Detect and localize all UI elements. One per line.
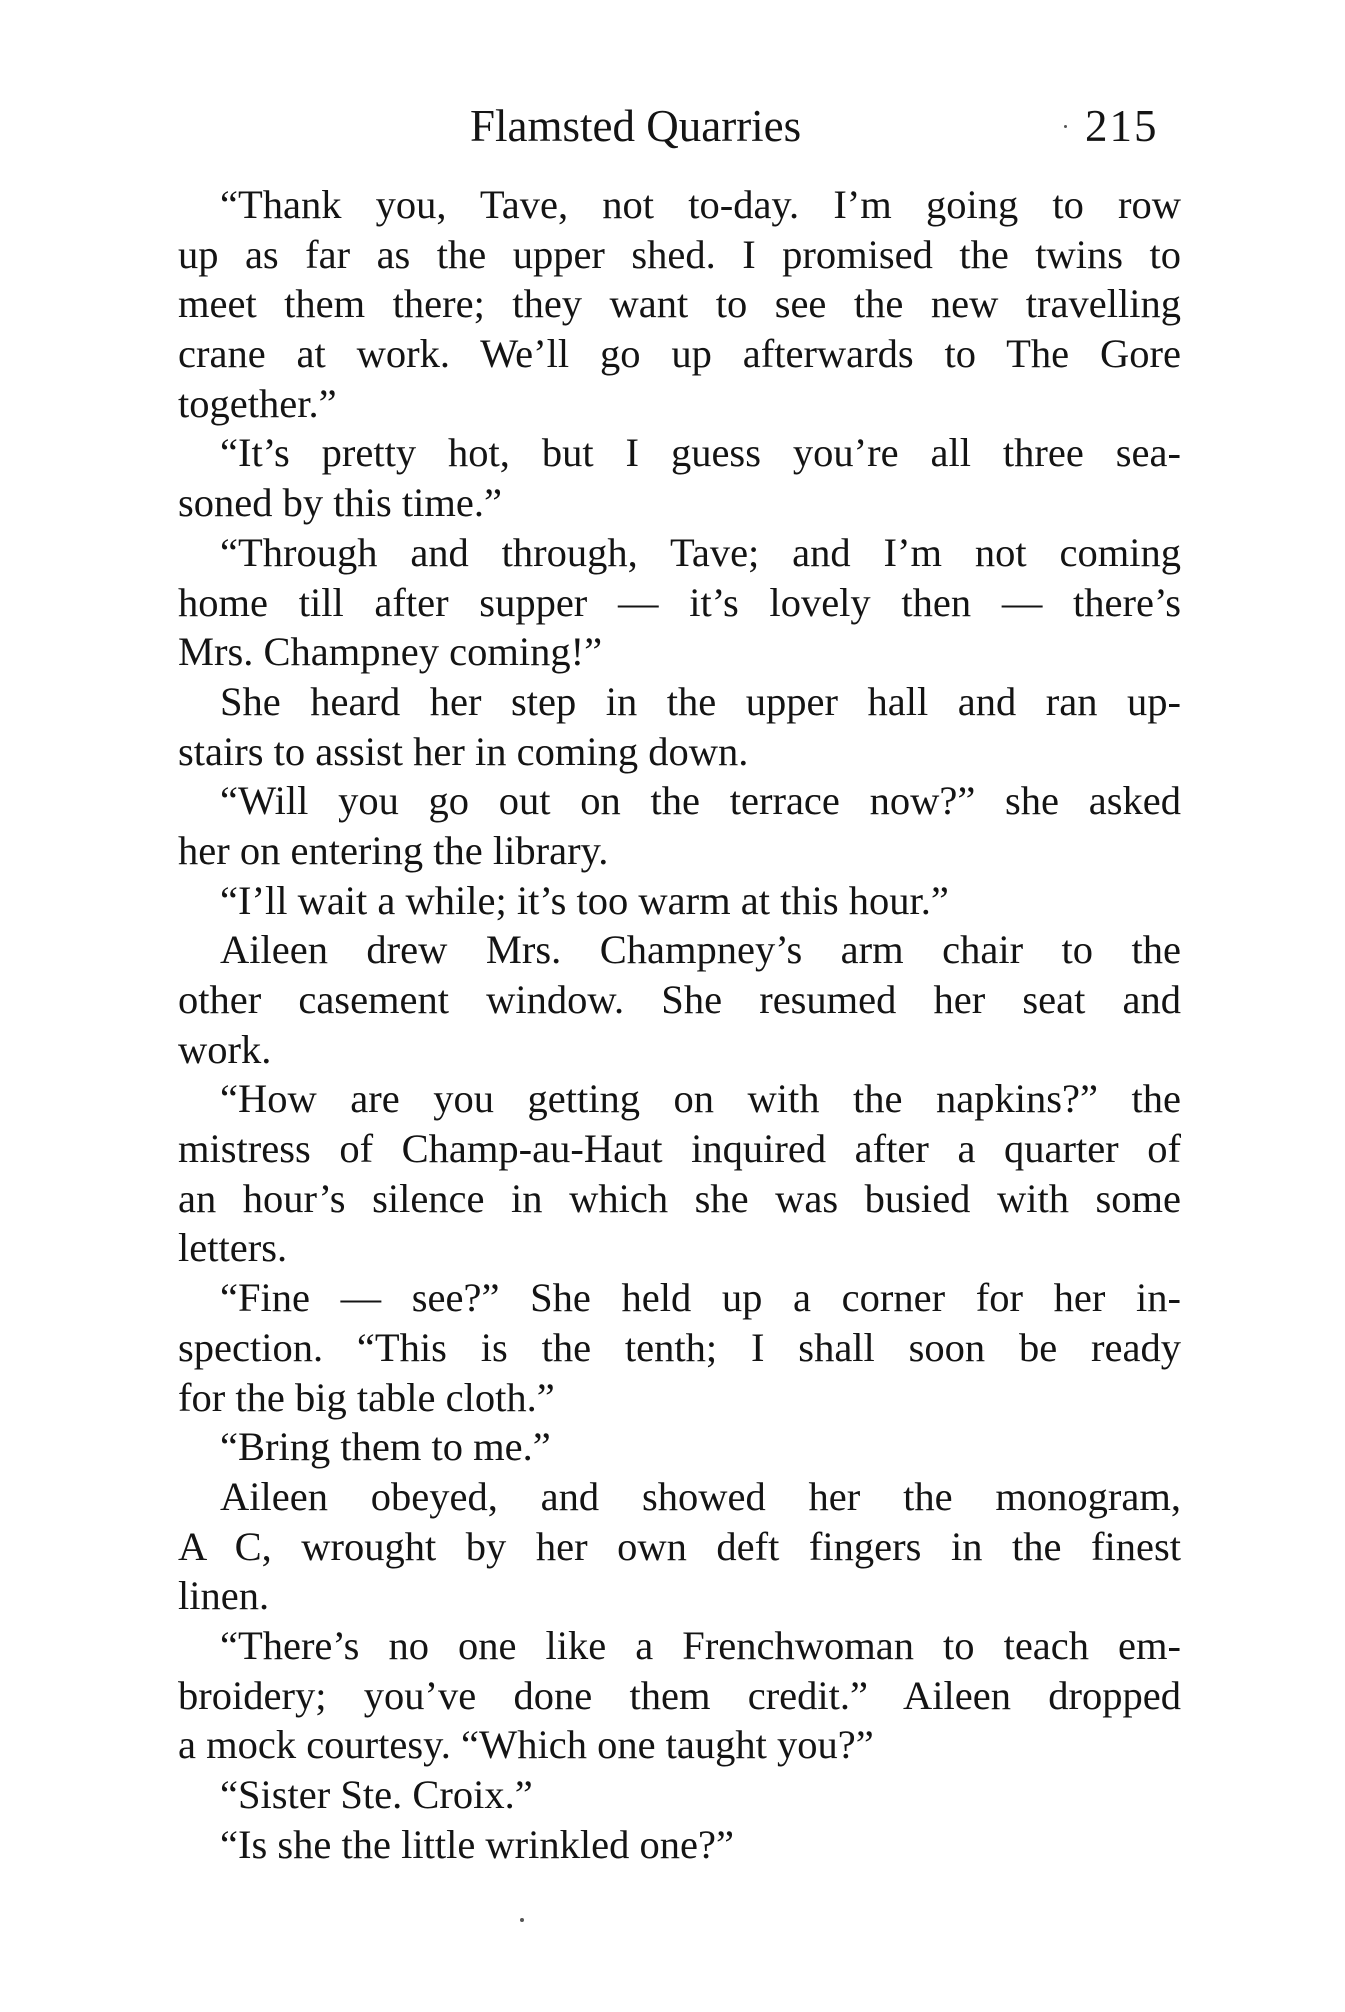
text-line: spection. “This is the tenth; I shall soon be ready: [178, 1324, 1181, 1370]
text-line: “Bring them to me.”: [220, 1424, 551, 1470]
text-line: other casement window. She resumed her seat and: [178, 977, 1181, 1022]
text-line: broidery; you’ve done them credit.” Aileen dropped: [178, 1672, 1181, 1718]
text-line: for the big table cloth.”: [178, 1374, 555, 1420]
text-line: “Sister Ste. Croix.”: [220, 1772, 533, 1817]
body-text: [178, 180, 1181, 1869]
text-line: “Through and through, Tave; and I’m not coming: [220, 529, 1181, 575]
text-line: an hour’s silence in which she was busied with some: [178, 1175, 1181, 1221]
text-line: “There’s no one like a Frenchwoman to teach em-: [220, 1622, 1181, 1668]
page-number: 215: [1085, 101, 1159, 151]
text-line: up as far as the upper shed. I promised the twins to: [178, 231, 1181, 277]
text-line: “Thank you, Tave, not to-day. I’m going to row: [220, 182, 1181, 227]
text-line: letters.: [178, 1225, 288, 1271]
text-line: “It’s pretty hot, but I guess you’re all three sea-: [220, 430, 1181, 476]
text-line: her on entering the library.: [178, 827, 609, 873]
text-line: Aileen drew Mrs. Champney’s arm chair to the: [220, 927, 1181, 973]
text-line: stairs to assist her in coming down.: [178, 728, 749, 774]
text-line: “Fine — see?” She held up a corner for her in-: [220, 1275, 1181, 1321]
text-line: Mrs. Champney coming!”: [178, 629, 603, 675]
text-line: A C, wrought by her own deft fingers in the finest: [178, 1523, 1181, 1569]
text-line: She heard her step in the upper hall and ran up-: [220, 678, 1181, 724]
print-speck: [1064, 125, 1067, 128]
text-line: soned by this time.”: [178, 480, 502, 526]
text-line: work.: [178, 1026, 272, 1072]
text-line: home till after supper — it’s lovely then — there’s: [178, 579, 1181, 625]
text-line: linen.: [178, 1573, 270, 1619]
text-line: crane at work. We’ll go up afterwards to The Gore: [178, 331, 1181, 377]
text-line: mistress of Champ-au-Haut inquired after a quarter of: [178, 1126, 1181, 1172]
text-line: “I’ll wait a while; it’s too warm at this hour.”: [220, 877, 949, 923]
text-line: “Will you go out on the terrace now?” she asked: [220, 778, 1181, 824]
text-line: meet them there; they want to see the new travelling: [178, 281, 1181, 327]
running-title: Flamsted Quarries: [470, 101, 802, 151]
text-line: “Is she the little wrinkled one?”: [220, 1821, 734, 1867]
running-head: [0, 96, 1345, 156]
text-line: together.”: [178, 380, 337, 426]
text-line: a mock courtesy. “Which one taught you?”: [178, 1722, 874, 1768]
text-line: Aileen obeyed, and showed her the monogram,: [220, 1473, 1181, 1519]
print-speck: [520, 1918, 524, 1922]
text-line: “How are you getting on with the napkins?” the: [220, 1076, 1181, 1122]
